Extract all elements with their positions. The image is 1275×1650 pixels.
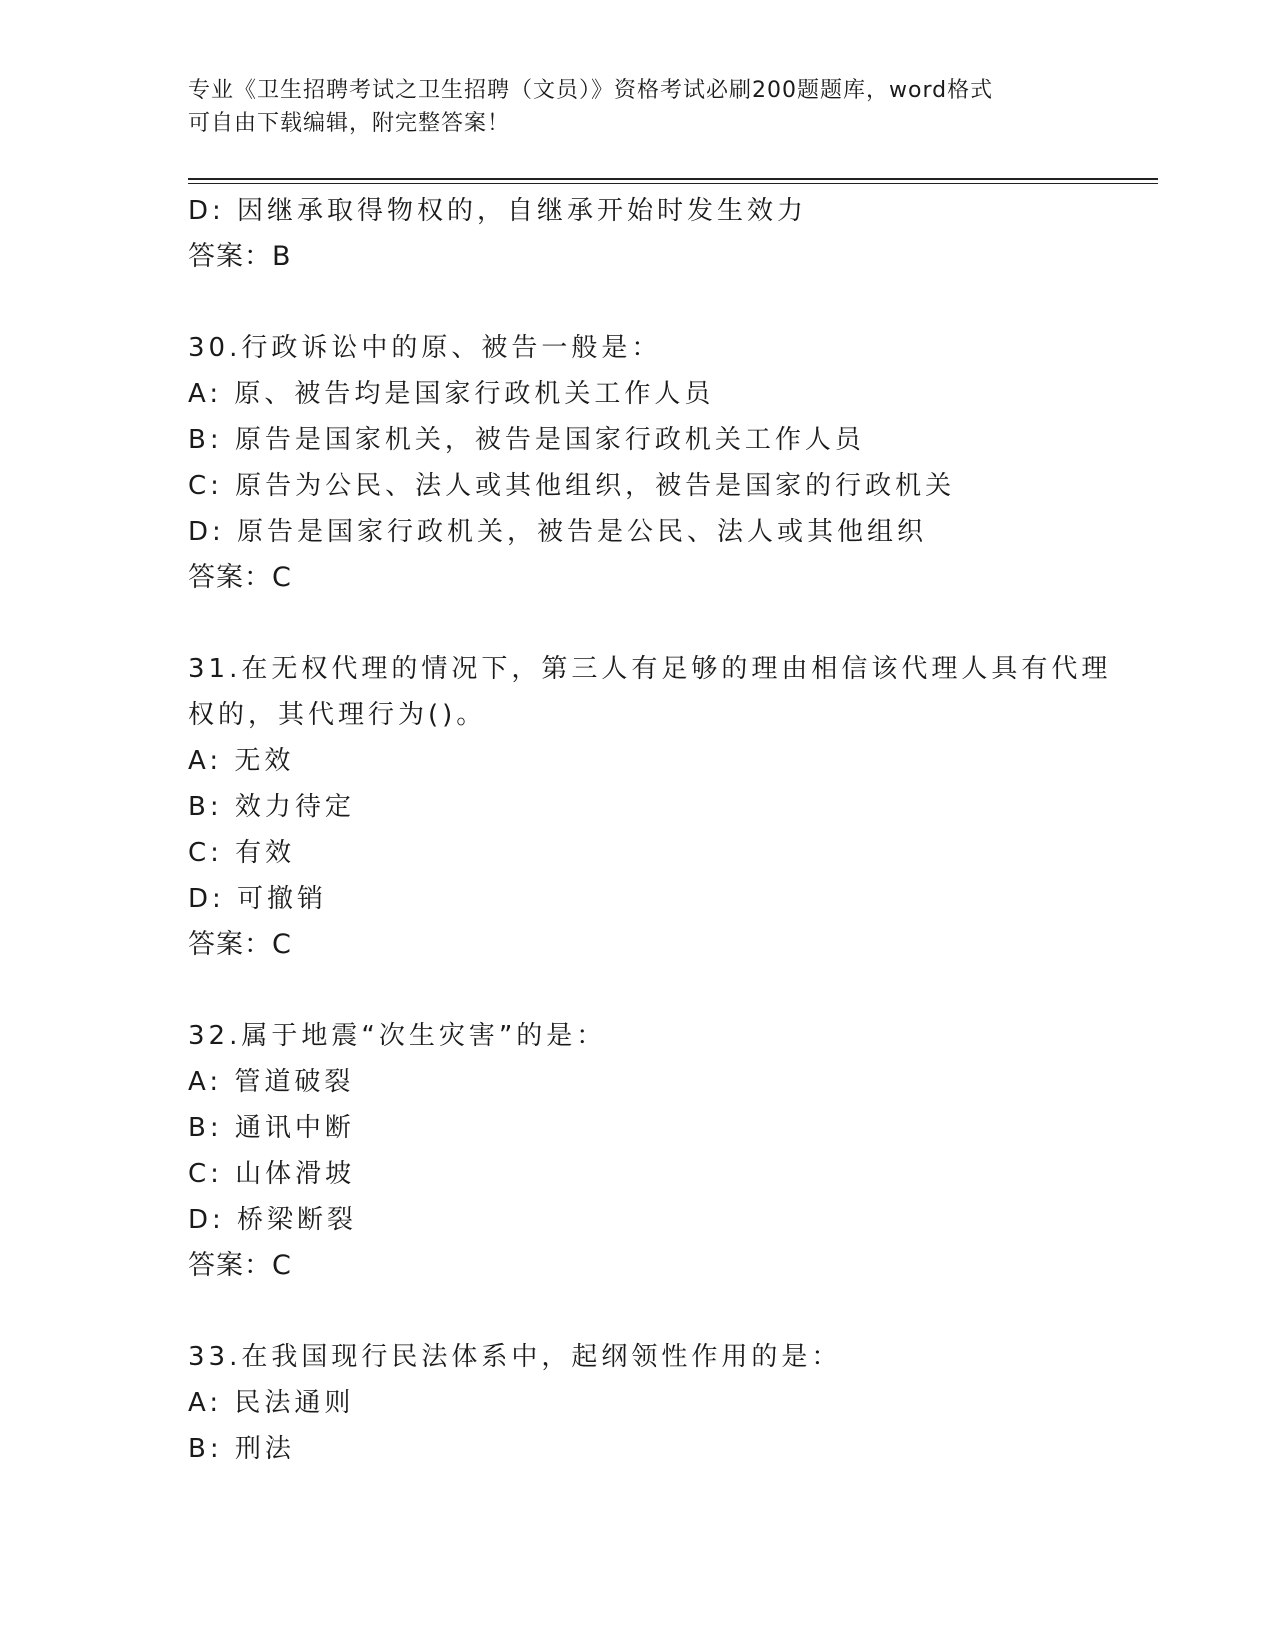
- spacer: [188, 968, 1088, 1013]
- option-d: D: 原告是国家行政机关，被告是公民、法人或其他组织: [188, 517, 928, 547]
- option-b: B: 原告是国家机关，被告是国家行政机关工作人员: [188, 425, 865, 455]
- header-divider-thin: [188, 183, 1158, 184]
- option-d: D: 桥梁断裂: [188, 1205, 358, 1235]
- option-c: C: 山体滑坡: [188, 1159, 356, 1189]
- question-prompt: 30.行政诉讼中的原、被告一般是：: [188, 333, 662, 363]
- spacer: [188, 280, 1088, 325]
- question-30: [188, 325, 1088, 601]
- question-answer: 答案：C: [188, 562, 292, 593]
- option-a: A: 原、被告均是国家行政机关工作人员: [188, 379, 715, 409]
- question-prompt: 33.在我国现行民法体系中，起纲领性作用的是：: [188, 1342, 842, 1372]
- question-31: [188, 646, 1112, 968]
- spacer: [188, 601, 1088, 646]
- option-c: C: 有效: [188, 838, 296, 868]
- option-b: B: 刑法: [188, 1434, 295, 1464]
- option-b: B: 效力待定: [188, 792, 355, 822]
- header-line-1: 专业《卫生招聘考试之卫生招聘（文员）》资格考试必刷200题题库，word格式: [188, 78, 994, 103]
- prev-question-answer: 答案：B: [188, 241, 292, 272]
- option-d: D: 可撤销: [188, 884, 328, 914]
- question-list: [188, 188, 1112, 1472]
- option-c: C: 原告为公民、法人或其他组织，被告是国家的行政机关: [188, 471, 956, 501]
- question-prompt-line-1: 31.在无权代理的情况下，第三人有足够的理由相信该代理人具有代理: [188, 654, 1112, 684]
- spacer: [188, 1289, 1088, 1334]
- question-prompt-line-2: 权的，其代理行为()。: [188, 700, 487, 730]
- option-a: A: 管道破裂: [188, 1067, 355, 1097]
- question-answer: 答案：C: [188, 929, 292, 960]
- header-divider-thick: [188, 178, 1158, 180]
- option-a: A: 无效: [188, 746, 295, 776]
- question-33: [188, 1334, 1088, 1472]
- option-b: B: 通讯中断: [188, 1113, 355, 1143]
- question-32: [188, 1013, 1088, 1289]
- prev-question-option-d: D: 因继承取得物权的，自继承开始时发生效力: [188, 196, 808, 226]
- option-a: A: 民法通则: [188, 1388, 355, 1418]
- document-header: [188, 74, 1068, 140]
- header-line-2: 可自由下载编辑，附完整答案！: [188, 111, 511, 136]
- question-prompt: 32.属于地震“次生灾害”的是：: [188, 1021, 607, 1051]
- question-answer: 答案：C: [188, 1250, 292, 1281]
